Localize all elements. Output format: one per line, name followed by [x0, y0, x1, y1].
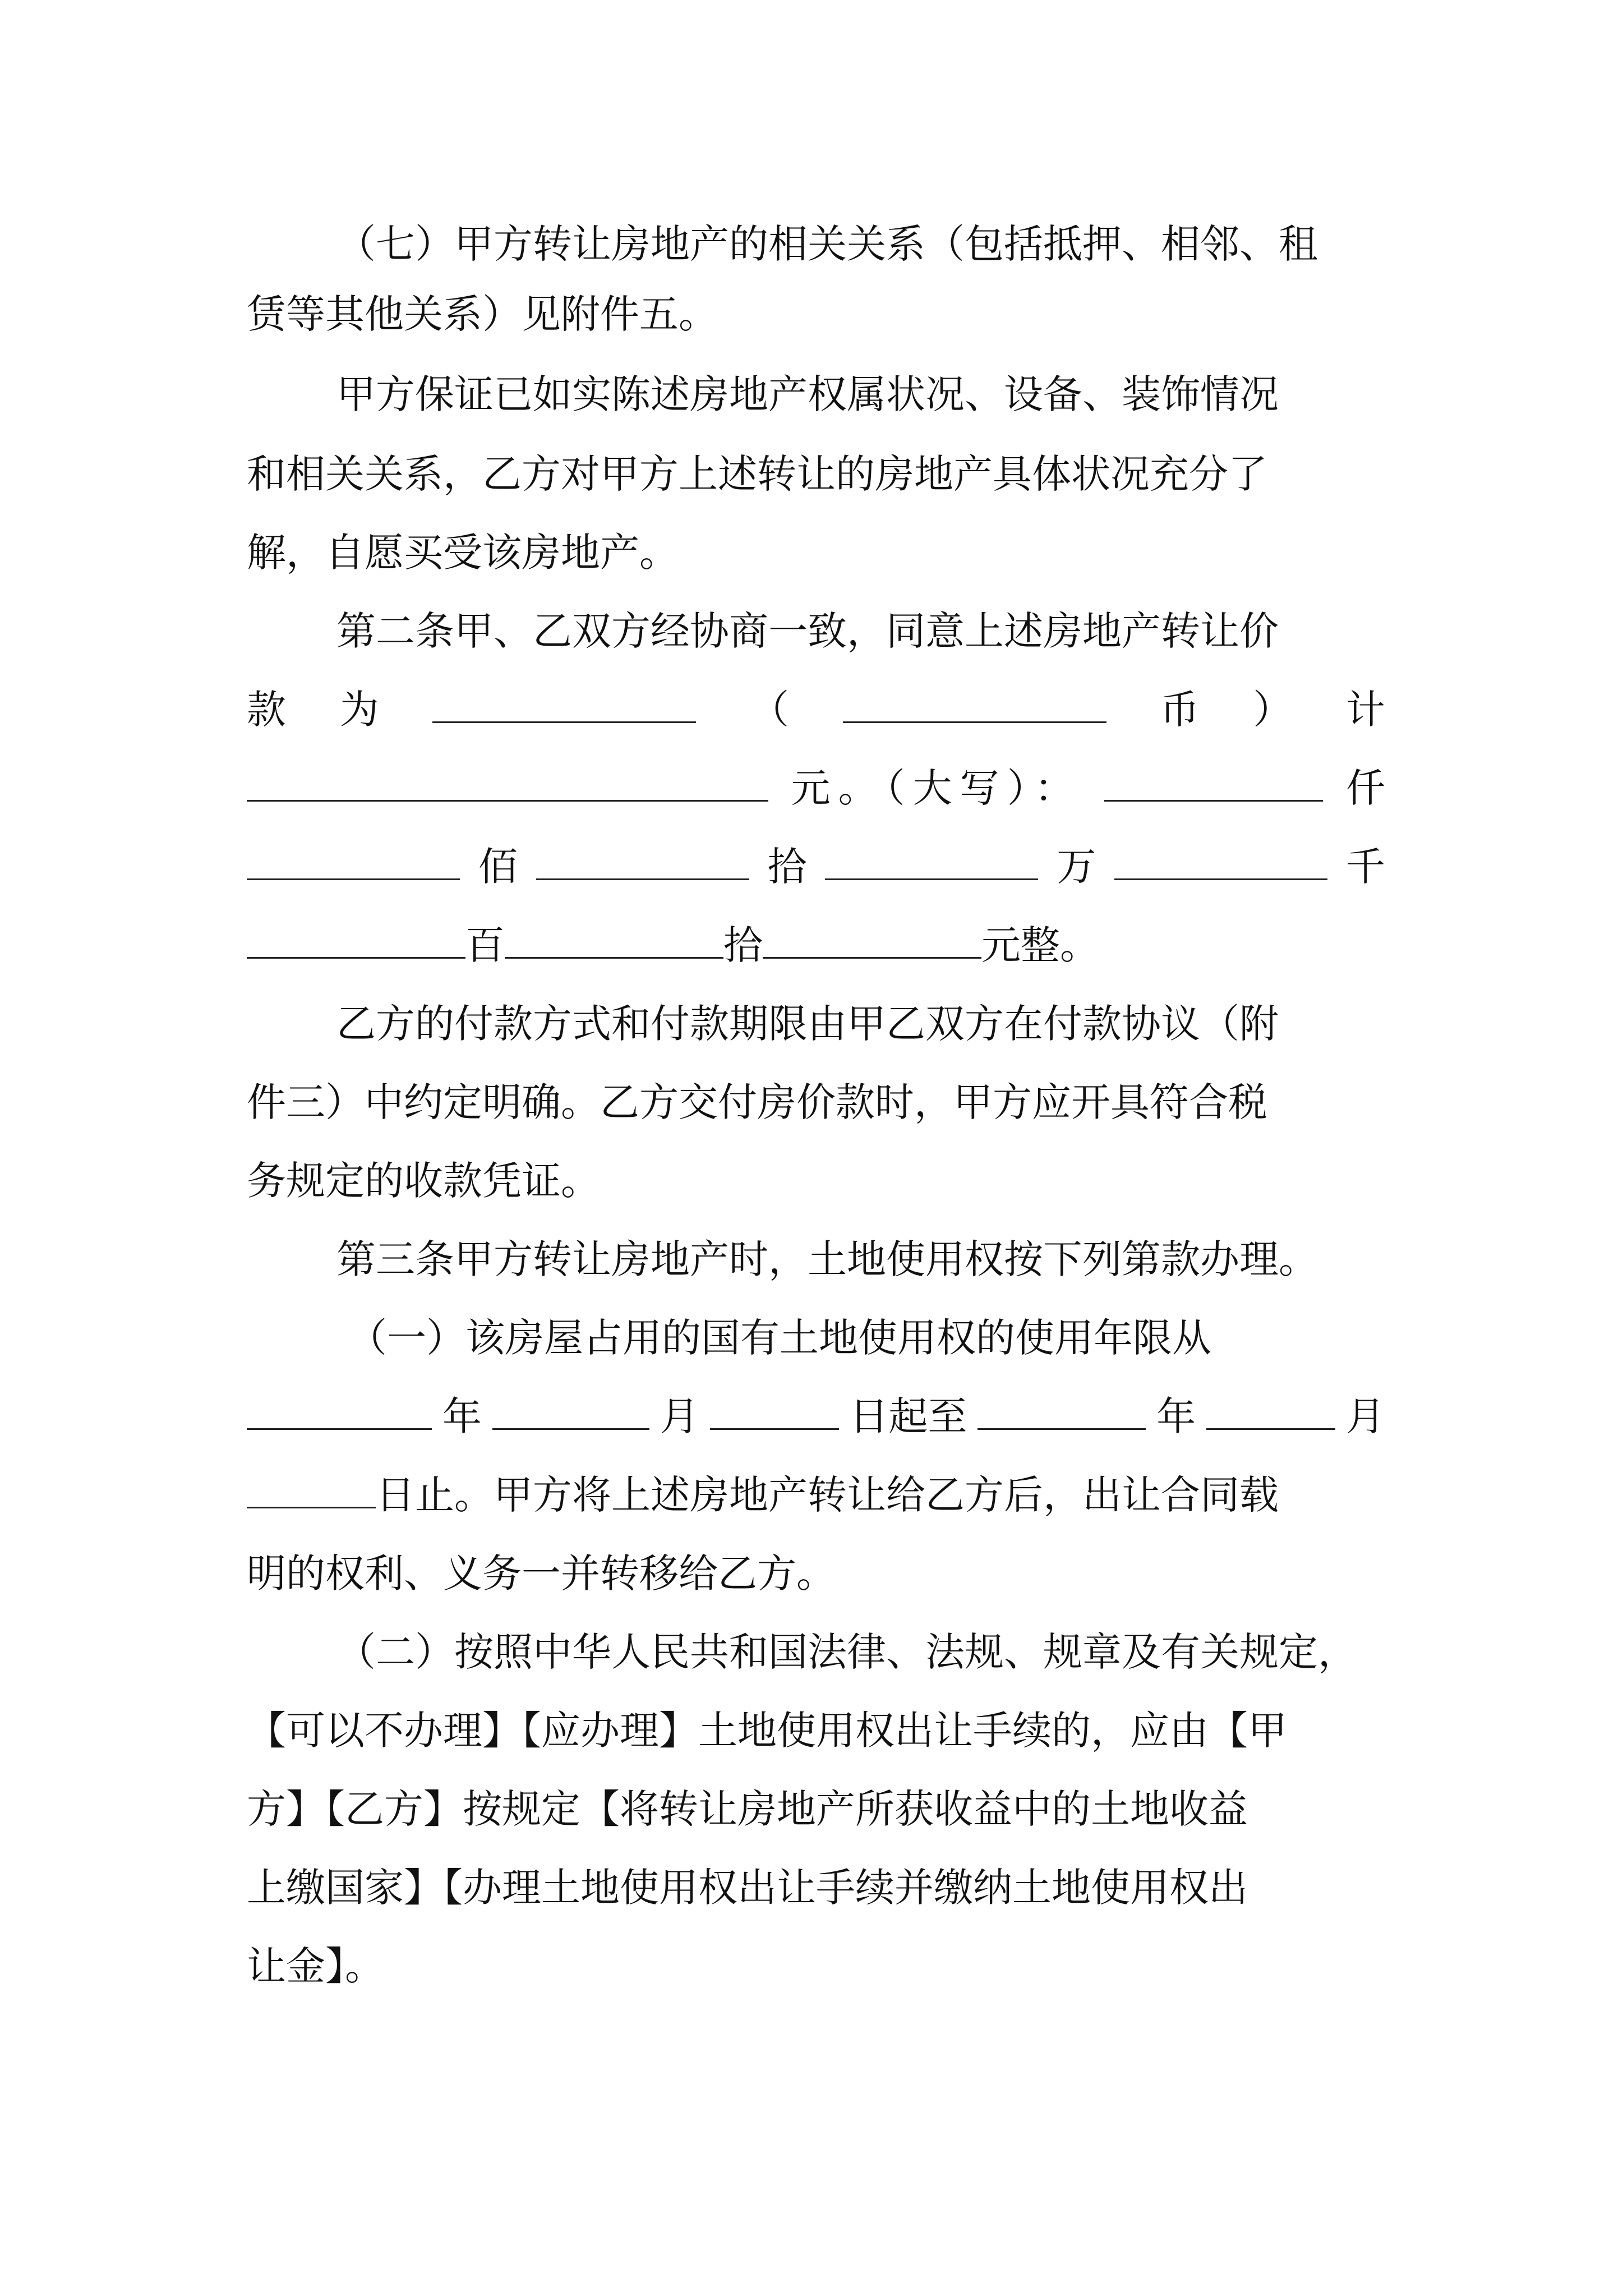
blank-field [710, 1389, 839, 1430]
blank-field [247, 761, 768, 802]
text-segment: 万 [1057, 844, 1096, 890]
blank-field [247, 1467, 376, 1508]
text-segment: 为 [339, 687, 379, 733]
blank-field [843, 682, 1106, 723]
date-line [247, 1386, 1385, 1447]
text-line: 件三）中约定明确。乙方交付房价款时，甲方应开具符合税 [247, 1079, 1267, 1125]
text-line: 解，自愿买受该房地产。 [247, 530, 679, 576]
text-segment: 元整。 [981, 922, 1099, 968]
blank-field [432, 682, 696, 723]
blank-field [536, 839, 749, 880]
text-segment: 拾 [767, 844, 807, 890]
text-segment: 计 [1345, 687, 1385, 733]
text-line: 让金】。 [247, 1943, 384, 1989]
text-segment: 币 [1160, 687, 1200, 733]
text-line: （二）按照中华人民共和国法律、法规、规章及有关规定， [336, 1629, 1357, 1675]
text-segment: 元。（大写）： [791, 765, 1082, 811]
text-line: 务规定的收款凭证。 [247, 1158, 600, 1204]
blank-field [763, 918, 981, 959]
text-line [247, 1464, 1385, 1526]
text-line: 和相关关系，乙方对甲方上述转让的房地产具体状况充分了 [247, 451, 1267, 497]
blank-field [1104, 761, 1323, 802]
text-segment: 千 [1345, 844, 1385, 890]
text-line: 第二条甲、乙双方经协商一致，同意上述房地产转让价 [336, 608, 1279, 654]
price-line [247, 757, 1385, 819]
blank-field [492, 1389, 649, 1430]
text-segment: ） [1253, 687, 1293, 733]
text-segment: 拾 [723, 922, 763, 968]
text-line: 第三条甲方转让房地产时，土地使用权按下列第款办理。 [336, 1236, 1318, 1282]
text-segment: 仟 [1345, 765, 1385, 811]
price-line [247, 914, 1385, 976]
text-segment: 日止。甲方将上述房地产转让给乙方后，出让合同载 [376, 1472, 1279, 1518]
text-segment: 款 [247, 687, 286, 733]
text-segment: 日起至 [849, 1393, 967, 1439]
text-line: （一）该房屋占用的国有土地使用权的使用年限从 [348, 1315, 1211, 1361]
blank-field [825, 839, 1038, 880]
blank-field [1114, 839, 1327, 880]
text-segment: （ [750, 687, 790, 733]
text-line: （七）甲方转让房地产的相关关系（包括抵押、相邻、租 [336, 221, 1318, 267]
text-segment: 佰 [478, 844, 518, 890]
blank-field [978, 1389, 1146, 1430]
blank-field [247, 839, 460, 880]
text-line: 赁等其他关系）见附件五。 [247, 291, 718, 337]
text-segment: 月 [660, 1393, 699, 1439]
price-line [247, 836, 1385, 898]
blank-field [247, 918, 465, 959]
price-line [247, 679, 1385, 740]
blank-field [1206, 1389, 1335, 1430]
text-segment: 百 [465, 922, 505, 968]
blank-field [247, 1389, 432, 1430]
blank-field [505, 918, 723, 959]
text-line: 甲方保证已如实陈述房地产权属状况、设备、装饰情况 [336, 371, 1279, 417]
text-line: 【可以不办理】【应办理】土地使用权出让手续的，应由【甲 [247, 1708, 1287, 1754]
text-line: 上缴国家】【办理土地使用权出让手续并缴纳土地使用权出 [247, 1865, 1248, 1911]
text-segment: 月 [1345, 1393, 1385, 1439]
text-segment: 年 [442, 1393, 482, 1439]
text-line: 方】【乙方】按规定【将转让房地产所获收益中的土地收益 [247, 1786, 1248, 1832]
text-segment: 年 [1156, 1393, 1196, 1439]
text-line: 乙方的付款方式和付款期限由甲乙双方在付款协议（附 [336, 1001, 1279, 1047]
text-line: 明的权利、义务一并转移给乙方。 [247, 1550, 836, 1596]
